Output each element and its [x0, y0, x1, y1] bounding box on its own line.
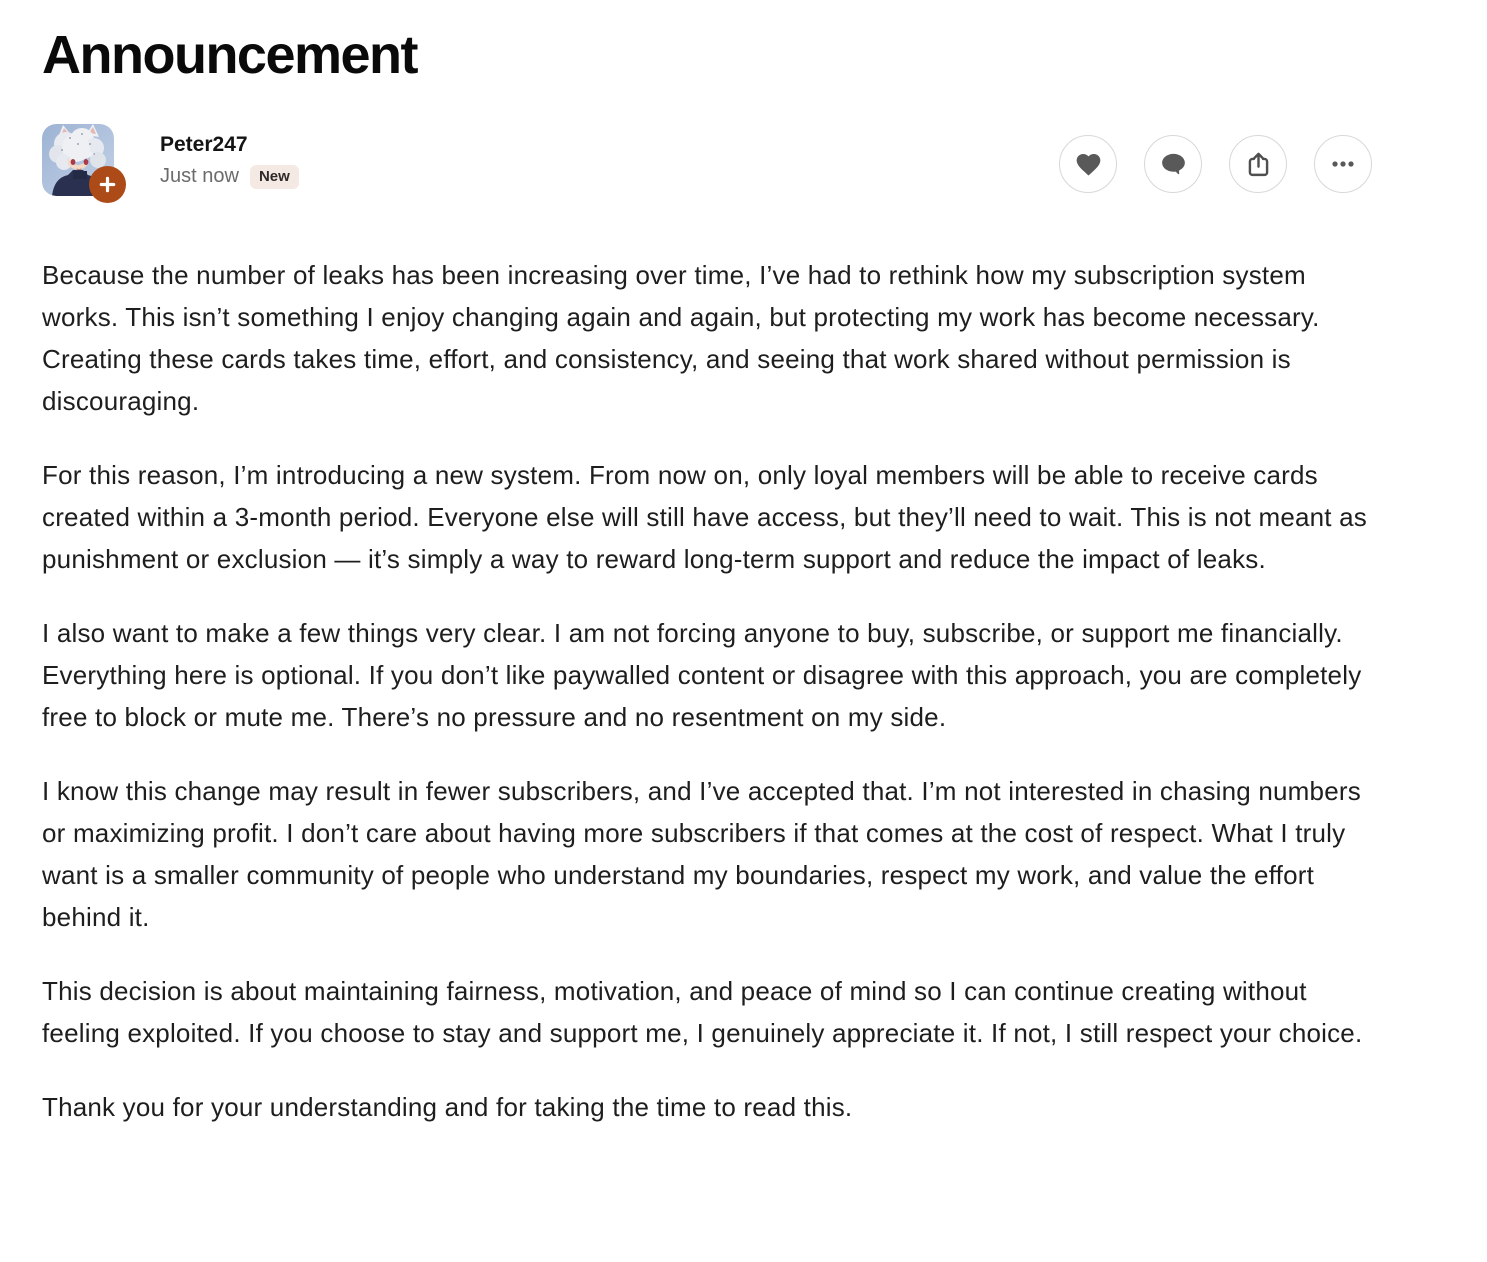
like-button[interactable] — [1059, 135, 1117, 193]
post-actions — [1059, 124, 1372, 193]
heart-icon — [1074, 150, 1103, 179]
comment-icon — [1159, 150, 1188, 179]
page-title: Announcement — [42, 25, 418, 85]
new-badge: New — [250, 165, 299, 190]
post-paragraph-1: Because the number of leaks has been increasing over time, I’ve had to rethink how my subscription system works. This isn’t something I enjoy changing again and again, but protecting my work has become necessary. Creating these cards takes time, effort, and consistency, and seeing that work shared without permission is discouraging. — [42, 260, 1320, 417]
post-body — [42, 254, 1372, 1128]
author-name[interactable]: Peter247 — [160, 133, 248, 157]
post-paragraph-3: I also want to make a few things very clear. I am not forcing anyone to buy, subscribe, or support me financially. Everything here is optional. If you don’t like paywalled content or disagree with this approach, you are completely free to block or mute me. There’s no pressure and no resentment on my side. — [42, 618, 1362, 733]
ellipsis-icon — [1328, 149, 1358, 179]
post-header — [42, 124, 1372, 196]
comment-button[interactable] — [1144, 135, 1202, 193]
follow-plus-badge[interactable] — [89, 166, 126, 203]
share-button[interactable] — [1229, 135, 1287, 193]
timestamp: Just now — [160, 165, 239, 188]
post-paragraph-5: This decision is about maintaining fairness, motivation, and peace of mind so I can continue creating without feeling exploited. If you choose to stay and support me, I genuinely appreciate it. If not, I still respect your choice. — [42, 976, 1363, 1049]
post-paragraph-6: Thank you for your understanding and for taking the time to read this. — [42, 1092, 853, 1123]
plus-icon — [98, 175, 117, 194]
avatar-wrap[interactable] — [42, 124, 114, 196]
post-paragraph-4: I know this change may result in fewer subscribers, and I’ve accepted that. I’m not interested in chasing numbers or maximizing profit. I don’t care about having more subscribers if that comes at the cost of respect. What I truly want is a smaller community of people who understand my boundaries, respect my work, and value the effort behind it. — [42, 776, 1361, 933]
author-info — [160, 124, 299, 189]
post-paragraph-2: For this reason, I’m introducing a new system. From now on, only loyal members will be able to receive cards created within a 3-month period. Everyone else will still have access, but they’ll need to wait. This is not meant as punishment or exclusion — it’s simply a way to reward long-term support and reduce the impact of leaks. — [42, 460, 1368, 575]
share-icon — [1244, 150, 1273, 179]
post-meta — [160, 165, 299, 190]
more-button[interactable] — [1314, 135, 1372, 193]
